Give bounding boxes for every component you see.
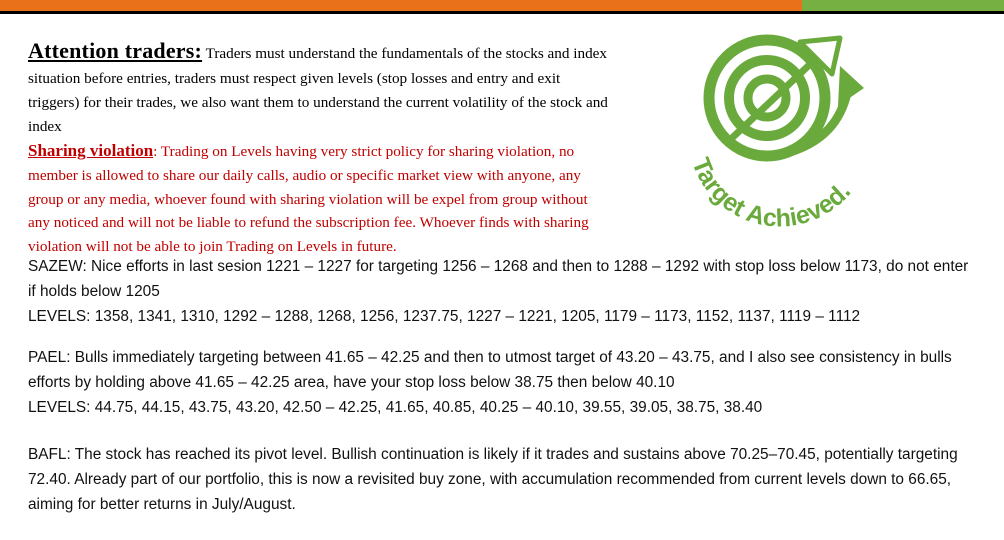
call-block-sazew <box>28 255 980 330</box>
call-text-sazew: SAZEW: Nice efforts in last sesion 1221 – 1227 for targeting 1256 – 1268 and then to 1288 – 1292 with stop loss below 1173, do not enter if holds below 1205 <box>28 258 969 300</box>
header-bar-orange-segment <box>0 0 802 12</box>
sharing-violation-block <box>28 138 600 259</box>
call-block-bafl <box>28 443 980 518</box>
header-bar-green-segment <box>802 0 1004 12</box>
stamp-label: Target Achieved. <box>686 153 857 233</box>
call-levels-pael: LEVELS: 44.75, 44.15, 43.75, 43.20, 42.50 – 42.25, 41.65, 40.85, 40.25 – 40.10, 39.55, 39.05, 38.75, 38.40 <box>28 398 763 416</box>
sharing-violation-heading: Sharing violation <box>28 141 154 160</box>
attention-traders-text: Traders must understand the fundamentals of the stocks and index situation before entries, traders must respect given levels (stop losses and entry and exit triggers) for their trades, we also want them to understand the current volatility of the stock and index <box>28 45 608 135</box>
call-text-bafl: BAFL: The stock has reached its pivot level. Bullish continuation is likely if it trades and sustains above 70.25–70.45, potentially targeting 72.40. Already part of our portfolio, this is now a revisited buy zone, with accumulation recommended from current levels down to 66.65, aiming for better returns in July/August. <box>28 445 958 513</box>
target-achieved-stamp <box>672 26 887 236</box>
header-color-bar <box>0 0 1004 16</box>
header-divider-rule <box>0 12 1004 14</box>
attention-traders-heading: Attention traders: <box>28 38 203 63</box>
calls-body <box>28 255 980 534</box>
sharing-violation-text: : Trading on Levels having very strict policy for sharing violation, no member is allowed to share our daily calls, audio or specific market view with anyone, any group or any media, whoever found with sharing violation will be expel from group without any noticed and will not be liable to refund the subscription fee. Whoever finds with sharing violation will not be able to join Trading on Levels in future. <box>28 143 589 256</box>
attention-traders-block <box>28 34 608 138</box>
call-levels-sazew: LEVELS: 1358, 1341, 1310, 1292 – 1288, 1268, 1256, 1237.75, 1227 – 1221, 1205, 1179 – 1173, 1152, 1137, 1119 – 1112 <box>28 307 861 325</box>
call-text-pael: PAEL: Bulls immediately targeting between 41.65 – 42.25 and then to utmost target of 43.20 – 43.75, and I also see consistency in bulls efforts by holding above 41.65 – 42.25 area, have your stop loss below 38.75 then below 40.10 <box>28 348 952 391</box>
target-rings-icon <box>709 38 864 156</box>
call-block-pael <box>28 346 980 421</box>
